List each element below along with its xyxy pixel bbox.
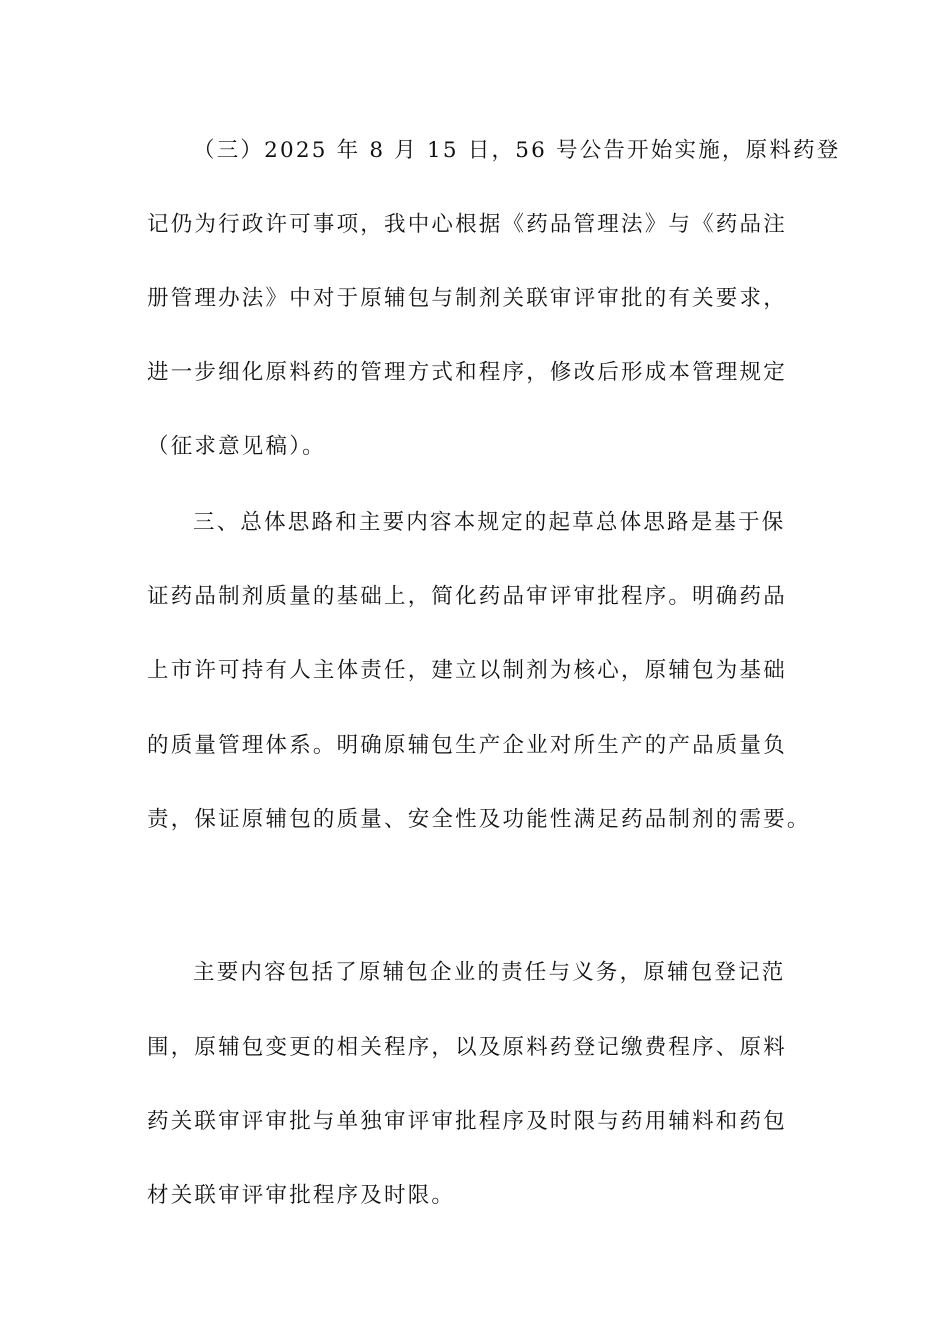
- paragraph-line: 责，保证原辅包的质量、安全性及功能性满足药品制剂的需要。: [147, 807, 811, 832]
- paragraph-line: 进一步细化原料药的管理方式和程序，修改后形成本管理规定: [147, 360, 787, 385]
- paragraph-line: 的质量管理体系。明确原辅包生产企业对所生产的产品质量负: [147, 733, 787, 758]
- paragraph-line: 药关联审评审批与单独审评审批程序及时限与药用辅料和药包: [147, 1109, 787, 1134]
- paragraph-line: 证药品制剂质量的基础上，简化药品审评审批程序。明确药品: [147, 584, 787, 609]
- paragraph-line: 上市许可持有人主体责任，建立以制剂为核心，原辅包为基础: [147, 658, 787, 683]
- paragraph-line: （三）2025 年 8 月 15 日，56 号公告开始实施，原料药登: [193, 138, 841, 163]
- paragraph-line: 围，原辅包变更的相关程序，以及原料药登记缴费程序、原料: [147, 1035, 787, 1060]
- paragraph-line: 三、总体思路和主要内容本规定的起草总体思路是基于保: [193, 510, 786, 535]
- paragraph-line: 册管理办法》中对于原辅包与制剂关联审评审批的有关要求，: [147, 286, 787, 311]
- paragraph-line: 记仍为行政许可事项，我中心根据《药品管理法》与《药品注: [147, 212, 787, 237]
- paragraph-line: 材关联审评审批程序及时限。: [147, 1183, 456, 1208]
- paragraph-line: 主要内容包括了原辅包企业的责任与义务，原辅包登记范: [193, 960, 786, 985]
- paragraph-line: （征求意见稿）。: [147, 434, 326, 459]
